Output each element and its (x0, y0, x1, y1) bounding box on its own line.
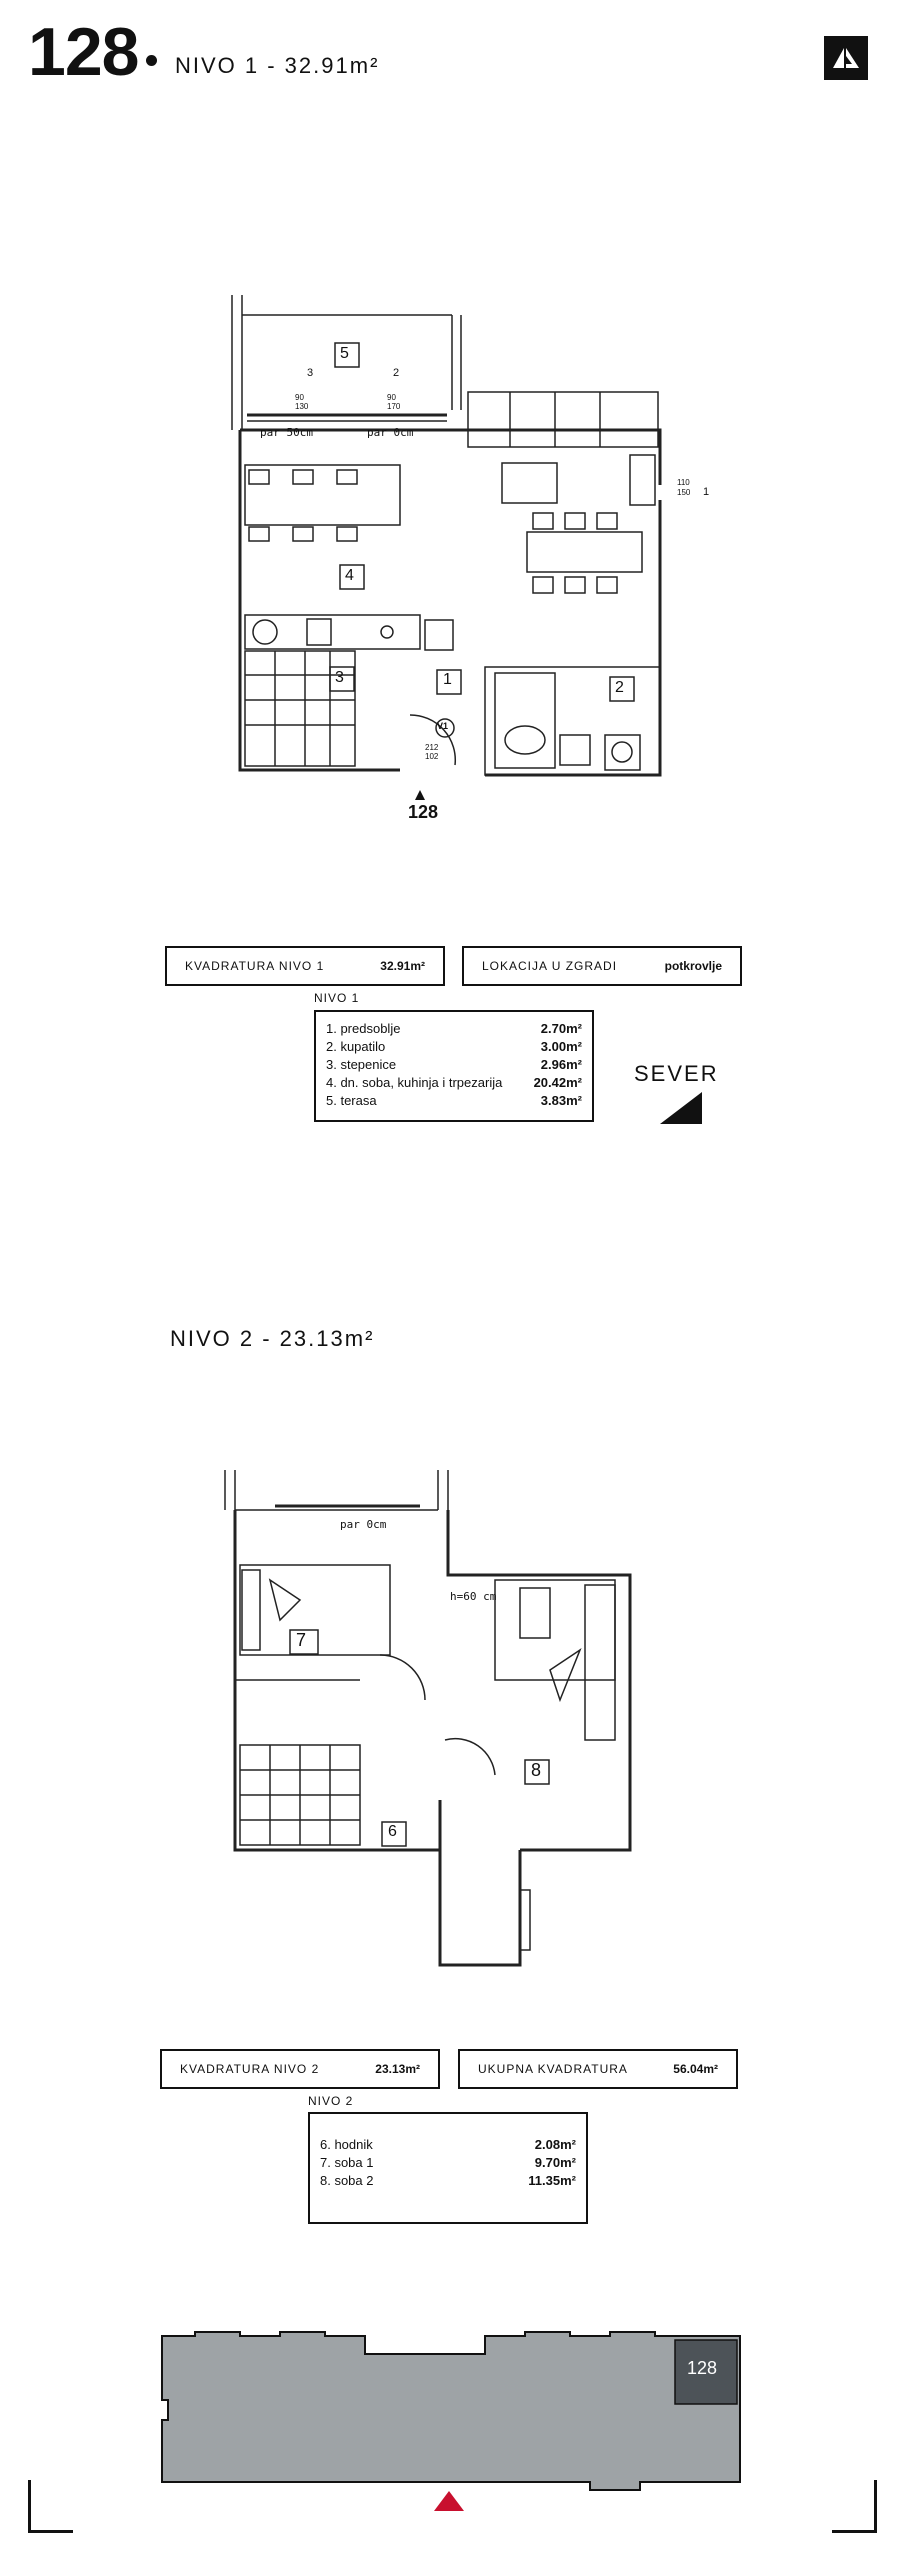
area-level1-value: 32.91m² (380, 959, 425, 973)
building-key-plan (150, 2320, 750, 2500)
entrance-marker-icon (434, 2491, 464, 2516)
dim-c: 212 102 (425, 743, 439, 761)
level1-title: NIVO 1 - 32.91m² (175, 53, 380, 78)
brand-logo-icon (824, 36, 868, 80)
total-area-label: UKUPNA KVADRATURA (478, 2062, 628, 2076)
room-label-3: 3 (335, 669, 344, 686)
floor-plan-level-2 (220, 1470, 650, 1970)
bullet-dot (146, 55, 157, 66)
door-tag-3: 3 (307, 367, 314, 379)
door-tag-v1: V1 (437, 721, 449, 731)
door-tag-1: 1 (703, 486, 710, 498)
north-arrow-icon (660, 1092, 702, 1129)
room-label-1: 1 (443, 671, 452, 688)
note-h60cm: h=60 cm (450, 1590, 497, 1603)
location-label: LOKACIJA U ZGRADI (482, 959, 618, 973)
corner-bracket-left (28, 2480, 73, 2533)
area-level1-box (165, 946, 445, 986)
dim-b: 90 170 (387, 393, 401, 411)
compass-label: SEVER (634, 1061, 719, 1086)
window-dims: 110 150 (677, 478, 691, 497)
room-label-4: 4 (345, 567, 354, 584)
total-area-box (458, 2049, 738, 2089)
level1-room-list (314, 1010, 594, 1122)
area-level2-value: 23.13m² (375, 2062, 420, 2076)
floor-plan-level-1 (215, 295, 710, 835)
room-label-6: 6 (388, 1823, 397, 1840)
note-par-0cm-2: par 0cm (340, 1518, 387, 1531)
list-item: 7. soba 1 9.70m² (320, 2155, 576, 2170)
note-par-50cm: par 50cm (260, 426, 313, 439)
dim-a: 90 130 (295, 393, 309, 411)
area-level2-box (160, 2049, 440, 2089)
room-label-2: 2 (615, 679, 624, 696)
list-item: 2. kupatilo 3.00m² (326, 1039, 582, 1054)
unit-number: 128 (28, 14, 139, 90)
location-value: potkrovlje (664, 959, 722, 973)
room-label-7: 7 (296, 1630, 307, 1650)
level2-room-list (308, 2112, 588, 2224)
total-area-value: 56.04m² (673, 2062, 718, 2076)
level2-list-label: NIVO 2 (308, 2094, 354, 2108)
room-label-5: 5 (340, 345, 349, 362)
level1-list-label: NIVO 1 (314, 991, 360, 1005)
note-par-0cm: par 0cm (367, 426, 414, 439)
door-tag-2: 2 (393, 367, 400, 379)
room-label-8: 8 (531, 1760, 542, 1780)
corner-bracket-right (832, 2480, 877, 2533)
list-item: 8. soba 2 11.35m² (320, 2173, 576, 2188)
list-item: 4. dn. soba, kuhinja i trpezarija 20.42m² (326, 1075, 582, 1090)
list-item: 6. hodnik 2.08m² (320, 2137, 576, 2152)
list-item: 5. terasa 3.83m² (326, 1093, 582, 1108)
area-level2-label: KVADRATURA NIVO 2 (180, 2062, 320, 2076)
entrance-label: 128 (408, 802, 439, 822)
list-item: 1. predsoblje 2.70m² (326, 1021, 582, 1036)
location-box (462, 946, 742, 986)
level2-title: NIVO 2 - 23.13m² (170, 1326, 375, 1351)
list-item: 3. stepenice 2.96m² (326, 1057, 582, 1072)
key-plan-unit-label: 128 (687, 2358, 718, 2378)
area-level1-label: KVADRATURA NIVO 1 (185, 959, 325, 973)
